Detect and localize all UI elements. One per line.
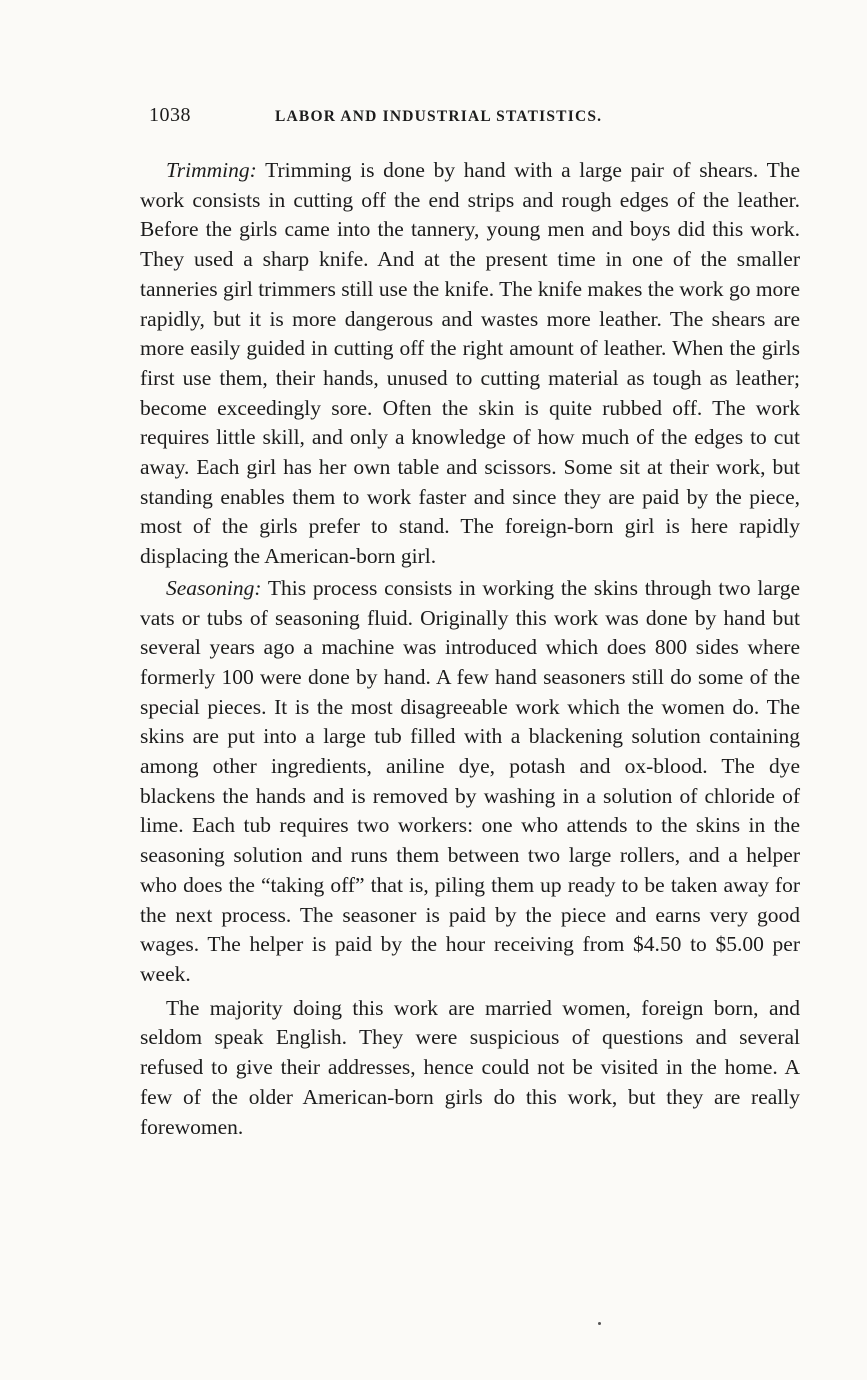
paragraph-text-seasoning: This process consists in working the skins through two large vats or tubs of seasoning fluid. Originally this work was done by hand but several years ago a machine was introduced which does 800 sides where formerly 100 were done by hand. A few hand seasoners still do some of the special pieces. It is the most disagreeable work which the women do. The skins are put into a large tub filled with a blackening solution containing among other ingredients, aniline dye, potash and ox-blood. The dye blackens the hands and is removed by washing in a solution of chloride of lime. Each tub requires two workers: one who attends to the skins in the seasoning solution and runs them between two large rollers, and a helper who does the “taking off” that is, piling them up ready to be taken away for the next process. The seasoner is paid by the piece and earns very good wages. The helper is paid by the hour receiving from $4.50 to $5.00 per week. [140, 575, 800, 986]
running-title: LABOR AND INDUSTRIAL STATISTICS. [275, 108, 603, 125]
paragraph-text-workers: The majority doing this work are married women, foreign born, and seldom speak English. They were suspicious of questions and several refused to give their addresses, hence could not be visited in the home. A few of the older American-born girls do this work, but they are really forewomen. [140, 995, 800, 1139]
paragraph-workers [140, 994, 800, 1143]
paragraph-lead-seasoning: Seasoning: [166, 575, 262, 600]
page-number: 1038 [149, 104, 191, 126]
paragraph-seasoning [140, 574, 800, 990]
paragraph-text-trimming: Trimming is done by hand with a large pair of shears. The work consists in cutting off the end strips and rough edges of the leather. Before the girls came into the tannery, young men and boys did this work. They used a sharp knife. And at the present time in one of the smaller tanneries girl trimmers still use the knife. The knife makes the work go more rapidly, but it is more dangerous and wastes more leather. The shears are more easily guided in cutting off the right amount of leather. When the girls first use them, their hands, unused to cutting material as tough as leather; become exceedingly sore. Often the skin is quite rubbed off. The work requires little skill, and only a knowledge of how much of the edges to cut away. Each girl has her own table and scissors. Some sit at their work, but standing enables them to work faster and since they are paid by the piece, most of the girls prefer to stand. The foreign-born girl is here rapidly displacing the American-born girl. [140, 158, 800, 569]
page-speck [598, 1322, 601, 1325]
body-text [140, 156, 800, 1142]
paragraph-trimming [140, 156, 800, 572]
paragraph-lead-trimming: Trimming: [166, 158, 257, 182]
